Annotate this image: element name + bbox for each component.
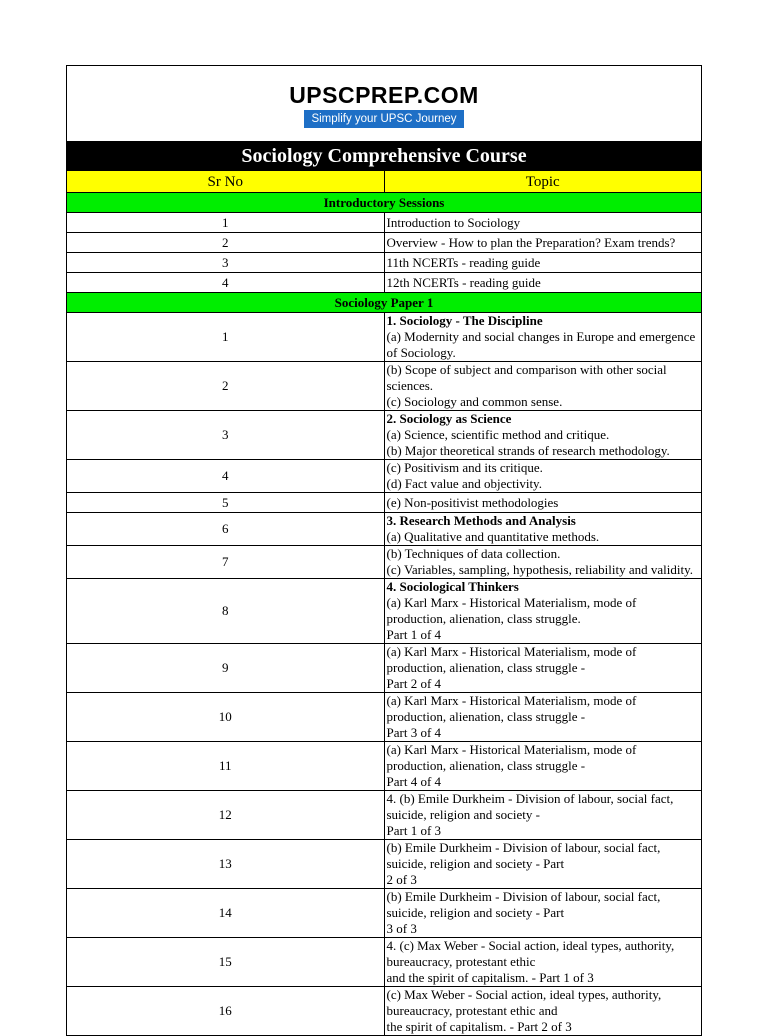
- row-number: 9: [67, 644, 385, 693]
- table-row: [67, 742, 702, 791]
- topic-line: Introduction to Sociology: [386, 214, 521, 230]
- row-topic: [384, 546, 702, 579]
- row-topic: [384, 742, 702, 791]
- row-number: 4: [67, 273, 385, 293]
- row-number: 1: [67, 213, 385, 233]
- column-header-sr: Sr No: [67, 171, 385, 193]
- topic-line: (c) Positivism and its critique.: [386, 460, 543, 475]
- tagline-badge: Simplify your UPSC Journey: [304, 110, 463, 128]
- topic-line: 4. (b) Emile Durkheim - Division of labour, social fact, suicide, religion and society -: [386, 791, 674, 822]
- table-row: [67, 987, 702, 1036]
- title-row: [67, 142, 702, 171]
- section-title: Sociology Paper 1: [67, 293, 702, 313]
- row-number: 4: [67, 460, 385, 493]
- topic-line: (a) Karl Marx - Historical Materialism, mode of production, alienation, class struggle -: [386, 742, 637, 773]
- table-row: [67, 889, 702, 938]
- topic-heading: 1. Sociology - The Discipline: [386, 313, 543, 328]
- row-topic: [384, 460, 702, 493]
- topic-line: (b) Emile Durkheim - Division of labour, social fact, suicide, religion and society - Part: [386, 840, 661, 871]
- row-number: 16: [67, 987, 385, 1036]
- row-topic: [384, 273, 702, 293]
- row-number: 12: [67, 791, 385, 840]
- table-row: [67, 938, 702, 987]
- topic-line: (c) Max Weber - Social action, ideal types, authority, bureaucracy, protestant ethic and: [386, 987, 662, 1018]
- row-number: 5: [67, 493, 385, 513]
- section-header-row: [67, 193, 702, 213]
- row-number: 3: [67, 253, 385, 273]
- topic-heading: 4. Sociological Thinkers: [386, 579, 519, 594]
- table-row: [67, 411, 702, 460]
- row-number: 15: [67, 938, 385, 987]
- topic-line: (a) Karl Marx - Historical Materialism, mode of production, alienation, class struggle -: [386, 644, 637, 675]
- row-topic: [384, 313, 702, 362]
- table-row: [67, 362, 702, 411]
- topic-line: Part 2 of 4: [386, 676, 442, 691]
- topic-heading: 2. Sociology as Science: [386, 411, 512, 426]
- topic-line: (d) Fact value and objectivity.: [386, 476, 542, 491]
- topic-heading: 3. Research Methods and Analysis: [386, 513, 576, 528]
- topic-line: 3 of 3: [386, 921, 417, 936]
- row-topic: [384, 362, 702, 411]
- row-topic: [384, 840, 702, 889]
- row-topic: [384, 411, 702, 460]
- topic-line: (e) Non-positivist methodologies: [386, 494, 559, 510]
- brand-header: [66, 65, 702, 141]
- table-row: [67, 579, 702, 644]
- column-header-topic: Topic: [384, 171, 702, 193]
- table-row: [67, 546, 702, 579]
- row-number: 2: [67, 362, 385, 411]
- row-topic: [384, 213, 702, 233]
- table-row: [67, 213, 702, 233]
- row-topic: [384, 493, 702, 513]
- table-row: [67, 233, 702, 253]
- row-number: 3: [67, 411, 385, 460]
- topic-line: 4. (c) Max Weber - Social action, ideal types, authority, bureaucracy, protestant ethic: [386, 938, 675, 969]
- row-topic: [384, 579, 702, 644]
- row-topic: [384, 233, 702, 253]
- section-title: Introductory Sessions: [67, 193, 702, 213]
- table-row: [67, 791, 702, 840]
- topic-line: (b) Techniques of data collection.: [386, 546, 561, 561]
- topic-line: (a) Karl Marx - Historical Materialism, mode of production, alienation, class struggle.: [386, 595, 637, 626]
- row-number: 11: [67, 742, 385, 791]
- row-number: 8: [67, 579, 385, 644]
- row-topic: [384, 791, 702, 840]
- topic-line: (c) Sociology and common sense.: [386, 394, 563, 409]
- table-row: [67, 493, 702, 513]
- topic-line: Part 4 of 4: [386, 774, 442, 789]
- table-row: [67, 840, 702, 889]
- row-topic: [384, 644, 702, 693]
- row-number: 1: [67, 313, 385, 362]
- table-row: [67, 313, 702, 362]
- topic-line: 11th NCERTs - reading guide: [386, 254, 541, 270]
- table-row: [67, 253, 702, 273]
- topic-line: 12th NCERTs - reading guide: [386, 274, 541, 290]
- topic-line: (b) Major theoretical strands of research methodology.: [386, 443, 670, 458]
- row-topic: [384, 889, 702, 938]
- row-number: 10: [67, 693, 385, 742]
- topic-line: (a) Qualitative and quantitative methods.: [386, 529, 600, 544]
- topic-line: Part 3 of 4: [386, 725, 442, 740]
- topic-line: (a) Modernity and social changes in Europe and emergence of Sociology.: [386, 329, 696, 360]
- topic-line: (a) Science, scientific method and critique.: [386, 427, 610, 442]
- topic-line: Part 1 of 3: [386, 823, 442, 838]
- topic-line: (b) Scope of subject and comparison with other social sciences.: [386, 362, 667, 393]
- column-header-row: [67, 171, 702, 193]
- row-number: 6: [67, 513, 385, 546]
- table-row: [67, 273, 702, 293]
- table-row: [67, 513, 702, 546]
- row-number: 2: [67, 233, 385, 253]
- course-table: [66, 141, 702, 1036]
- page-title: Sociology Comprehensive Course: [67, 142, 702, 171]
- row-topic: [384, 987, 702, 1036]
- course-document: [66, 65, 702, 1036]
- site-logo: UPSCPREP.COM: [289, 82, 479, 108]
- row-topic: [384, 938, 702, 987]
- topic-line: (b) Emile Durkheim - Division of labour, social fact, suicide, religion and society - Part: [386, 889, 661, 920]
- row-number: 14: [67, 889, 385, 938]
- section-header-row: [67, 293, 702, 313]
- topic-line: the spirit of capitalism. - Part 2 of 3: [386, 1019, 572, 1034]
- topic-line: Overview - How to plan the Preparation? Exam trends?: [386, 234, 676, 250]
- row-topic: [384, 253, 702, 273]
- topic-line: Part 1 of 4: [386, 627, 442, 642]
- table-row: [67, 693, 702, 742]
- row-topic: [384, 693, 702, 742]
- row-number: 13: [67, 840, 385, 889]
- topic-line: (c) Variables, sampling, hypothesis, reliability and validity.: [386, 562, 694, 577]
- table-row: [67, 644, 702, 693]
- row-number: 7: [67, 546, 385, 579]
- row-topic: [384, 513, 702, 546]
- topic-line: (a) Karl Marx - Historical Materialism, mode of production, alienation, class struggle -: [386, 693, 637, 724]
- topic-line: and the spirit of capitalism. - Part 1 of 3: [386, 970, 594, 985]
- topic-line: 2 of 3: [386, 872, 417, 887]
- table-row: [67, 460, 702, 493]
